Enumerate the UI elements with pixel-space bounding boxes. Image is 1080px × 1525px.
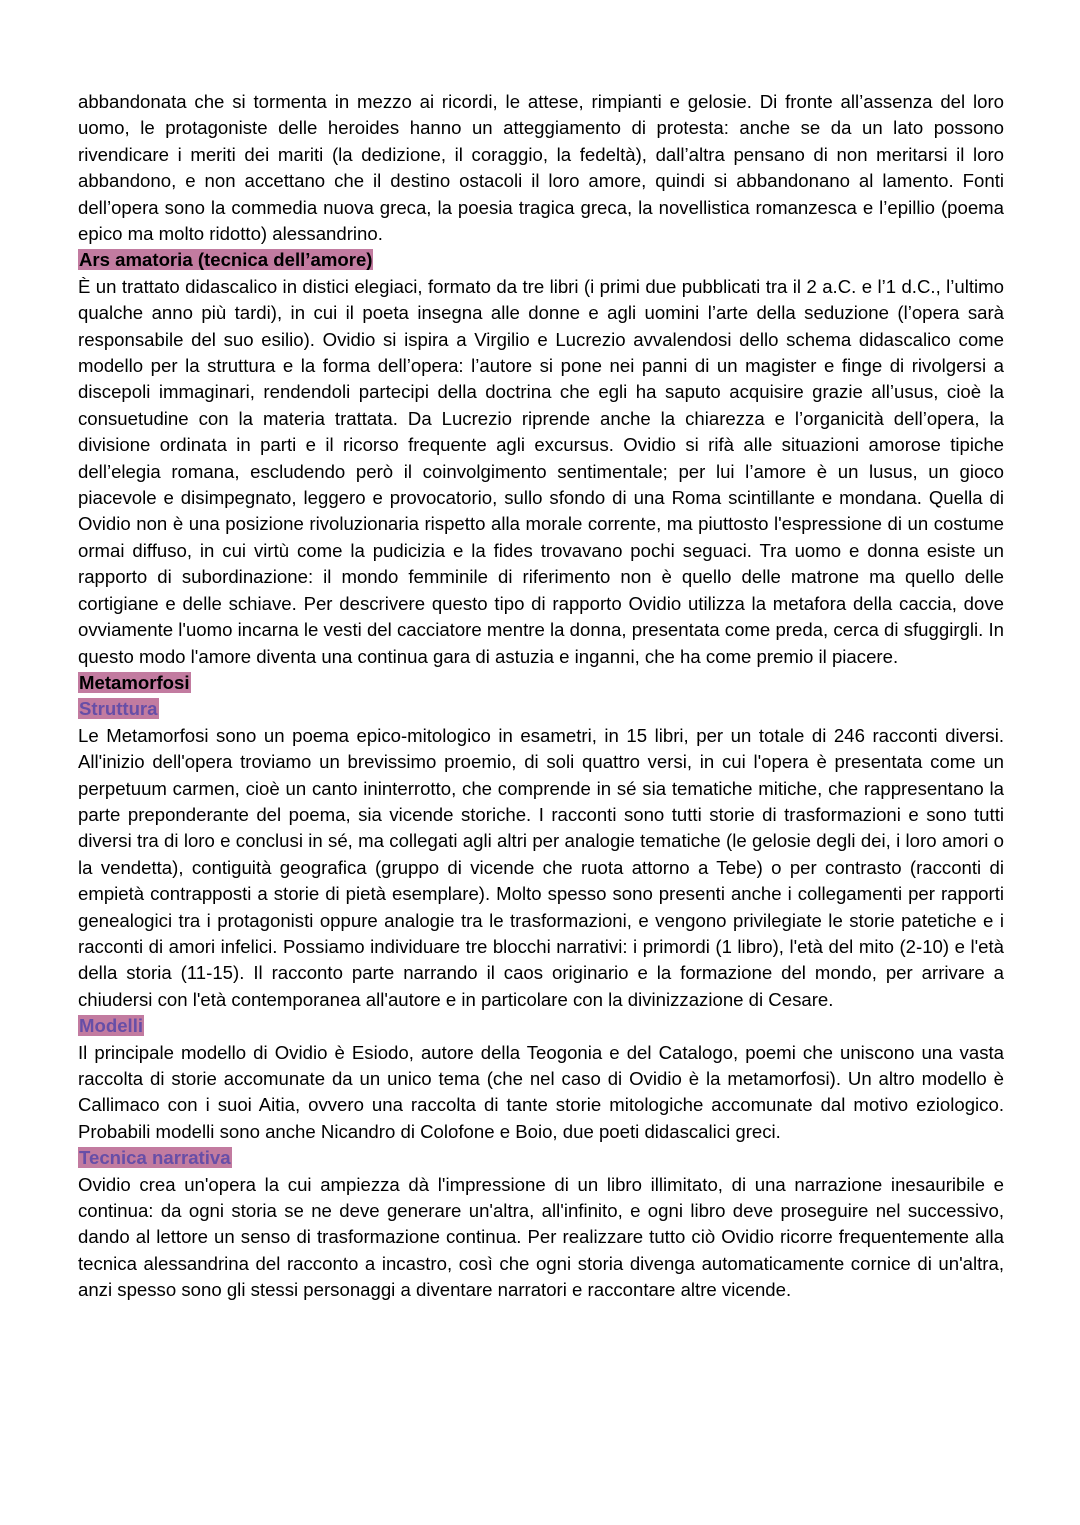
heading-metamorfosi-row	[78, 670, 1004, 696]
subheading-struttura: Struttura	[79, 698, 158, 720]
paragraph-tecnica-narrativa: Ovidio crea un'opera la cui ampiezza dà l'impressione di un libro illimitato, di una narrazione inesauribile e continua: da ogni storia se ne deve generare un'altra, all'infinito, e ogni libro deve proseguire nel successivo, dando al lettore un senso di trasformazione continua. Per realizzare tutto ciò Ovidio ricorre frequentemente alla tecnica alessandrina del racconto a incastro, così che ogni storia divenga automaticamente cornice di un'altra, anzi spesso sono gli stessi personaggi a diventare narratori e raccontare altre vicende.	[78, 1173, 1004, 1301]
heading-ars-amatoria-row	[78, 247, 1004, 273]
subheading-tecnica-row	[78, 1145, 1004, 1171]
paragraph-struttura: Le Metamorfosi sono un poema epico-mitologico in esametri, in 15 libri, per un totale di 246 racconti diversi. All'inizio dell'opera troviamo un brevissimo proemio, di soli quattro versi, in cui l'opera è presentata come un perpetuum carmen, cioè un canto ininterrotto, che comprende in sé sia tematiche mitiche, che rappresentano la parte preponderante del poema, sia vicende storiche. I racconti sono tutti storie di trasformazioni e sono tutti diversi tra di loro e conclusi in sé, ma collegati agli altri per analogie tematiche (le gelosie degli dei, i loro amori o la vendetta), contiguità geografica (gruppo di vicende che ruota attorno a Tebe) o per contrasto (racconti di empietà contrapposti a storie di pietà esemplare). Molto spesso sono presenti anche i collegamenti per rapporti genealogici tra i protagonisti oppure analogie tra le trasformazioni, e vengono privilegiate le storie patetiche e i racconti di amori infelici. Possiamo individuare tre blocchi narrativi: i primordi (1 libro), l'età del mito (2-10) e l'età della storia (11-15). Il racconto parte narrando il caos originario e la formazione del mondo, per arrivare a chiudersi con l'età contemporanea all'autore e in particolare con la divinizzazione di Cesare.	[78, 724, 1004, 1010]
subheading-modelli: Modelli	[79, 1015, 144, 1037]
heading-metamorfosi: Metamorfosi	[79, 671, 190, 693]
heading-ars-amatoria: Ars amatoria (tecnica dell’amore)	[79, 249, 373, 271]
paragraph-heroides-end: abbandonata che si tormenta in mezzo ai ricordi, le attese, rimpianti e gelosie. Di fronte all’assenza del loro uomo, le protagoniste delle heroides hanno un atteggiamento di protesta: anche se da un lato possono rivendicare i meriti dei mariti (la dedizione, il coraggio, la fedeltà), dall’altra pensano di non meritarsi il loro abbandono, e non accettano che il destino ostacoli il loro amore, quindi si abbandonano al lamento. Fonti dell’opera sono la commedia nuova greca, la poesia tragica greca, la novellistica romanzesca e l’epillio (poema epico ma molto ridotto) alessandrino.	[78, 91, 1004, 245]
subheading-struttura-row	[78, 696, 1004, 722]
document-page	[78, 89, 1004, 1304]
subheading-tecnica-narrativa: Tecnica narrativa	[79, 1147, 231, 1169]
subheading-modelli-row	[78, 1013, 1004, 1039]
paragraph-modelli: Il principale modello di Ovidio è Esiodo, autore della Teogonia e del Catalogo, poemi che uniscono una vasta raccolta di storie accomunate da un unico tema (che nel caso di Ovidio è la metamorfosi). Un altro modello è Callimaco con i suoi Aitia, ovvero una raccolta di tante storie mitologiche accomunate dal motivo eziologico. Probabili modelli sono anche Nicandro di Colofone e Boio, due poeti didascalici greci.	[78, 1041, 1004, 1142]
paragraph-ars-amatoria: È un trattato didascalico in distici elegiaci, formato da tre libri (i primi due pubblicati tra il 2 a.C. e l’1 d.C., l’ultimo qualche anno più tardi), in cui il poeta insegna alle donne e agli uomini l’arte della seduzione (l’opera sarà responsabile del suo esilio). Ovidio si ispira a Virgilio e Lucrezio avvalendosi dello schema didascalico come modello per la struttura e la forma dell’opera: l’autore si pone nei panni di un magister e finge di rivolgersi a discepoli immaginari, rendendoli partecipi della doctrina che egli ha saputo acquisire grazie all’usus, cioè la consuetudine con la materia trattata. Da Lucrezio riprende anche la chiarezza e l’organicità dell’opera, la divisione ordinata in parti e il ricorso frequente agli excursus. Ovidio si rifà alle situazioni amorose tipiche dell’elegia romana, escludendo però il coinvolgimento sentimentale; per lui l’amore è un lusus, un gioco piacevole e disimpegnato, leggero e provocatorio, sullo sfondo di una Roma scintillante e mondana. Quella di Ovidio non è una posizione rivoluzionaria rispetto alla morale corrente, ma piuttosto l'espressione di un costume ormai diffuso, in cui virtù come la pudicizia e la fides trovavano pochi seguaci. Tra uomo e donna esiste un rapporto di subordinazione: il mondo femminile di riferimento non è quello delle matrone ma quello delle cortigiane e delle schiave. Per descrivere questo tipo di rapporto Ovidio utilizza la metafora della caccia, dove ovviamente l'uomo incarna le vesti del cacciatore mentre la donna, presentata come preda, cerca di sfuggirgli. In questo modo l'amore diventa una continua gara di astuzia e inganni, che ha come premio il piacere.	[78, 275, 1004, 667]
